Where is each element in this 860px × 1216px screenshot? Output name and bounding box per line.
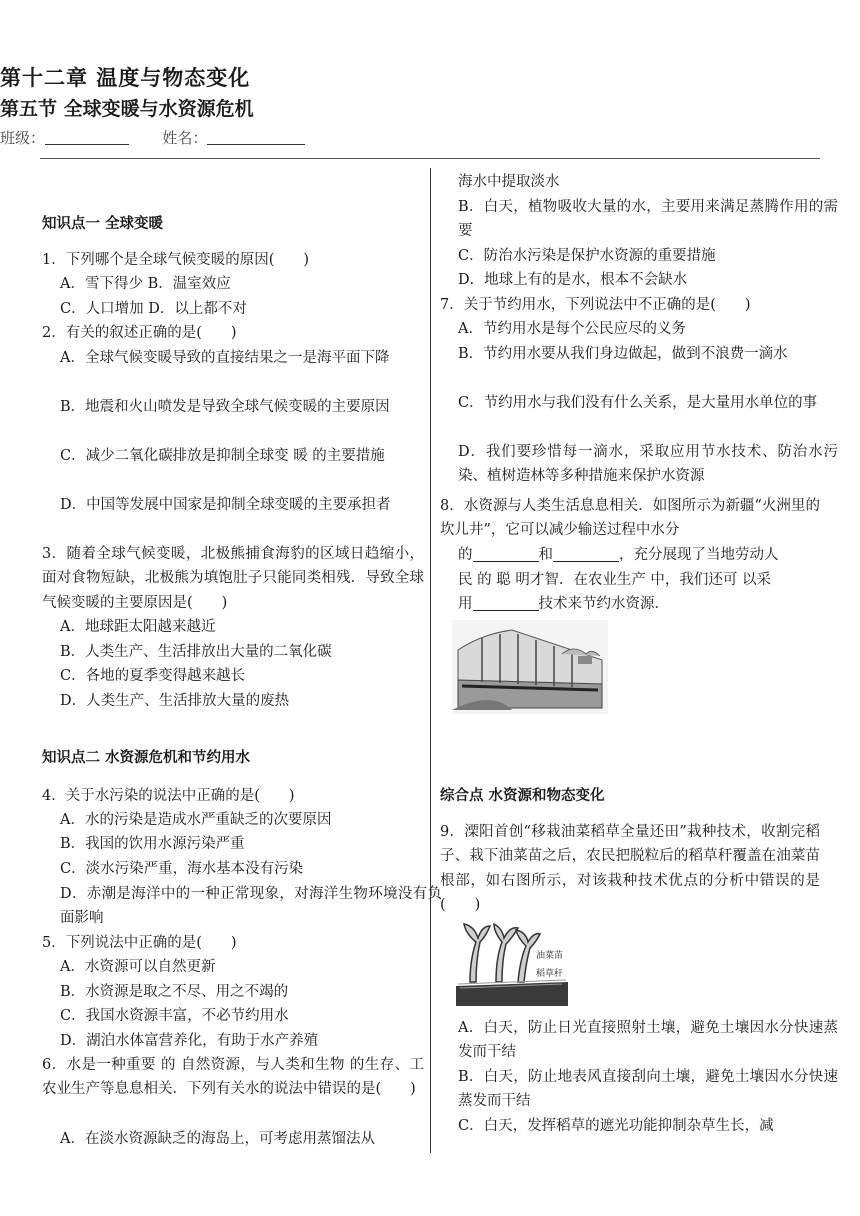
question-6-option-a-continued: 海水中提取淡水	[458, 174, 560, 190]
question-7: 7．关于节约用水，下列说法中不正确的是( )	[440, 297, 751, 313]
question-7-option-c: C．节约用水与我们没有什么关系，是大量用水单位的事	[458, 395, 818, 411]
question-8-text-b: 和	[538, 547, 553, 563]
question-2-option-d: D．中国等发展中国家是抑制全球变暖的主要承担者	[60, 497, 391, 513]
question-3-option-c: C．各地的夏季变得越来越长	[60, 668, 246, 684]
fig9-label-straw: 稻草秆	[536, 969, 564, 979]
question-4-option-b: B．我国的饮用水源污染严重	[60, 836, 245, 852]
question-2: 2．有关的叙述正确的是( )	[42, 325, 237, 341]
question-8-text-d: 用	[458, 596, 473, 612]
question-5-option-a: A．水资源可以自然更新	[60, 959, 216, 975]
class-blank[interactable]	[45, 130, 129, 145]
karez-illustration	[452, 620, 608, 714]
question-8-text-c: ，充分展现了当地劳动人	[619, 547, 779, 563]
answer-blank-3[interactable]	[473, 595, 539, 611]
question-5: 5．下列说法中正确的是( )	[42, 935, 237, 951]
question-9-option-c: C．白天，发挥稻草的遮光功能抑制杂草生长，减	[458, 1118, 774, 1134]
question-2-option-b: B．地震和火山喷发是导致全球气候变暖的主要原因	[60, 399, 390, 415]
question-5-option-c: C．我国水资源丰富，不必节约用水	[60, 1008, 289, 1024]
question-6: 6．水是一种重要 的 自然资源，与人类和生物 的生存、工农业生产等息息相关．下列有关水的说法中错误的是( )	[42, 1057, 424, 1098]
question-2-option-c: C．减少二氧化碳排放是抑制全球变 暖 的主要措施	[60, 448, 385, 464]
question-6-option-c: C．防治水污染是保护水资源的重要措施	[458, 248, 716, 264]
class-name-line	[0, 127, 860, 148]
chapter-title: 第十二章 温度与物态变化	[0, 66, 251, 90]
answer-blank-2[interactable]	[553, 546, 619, 562]
question-4-option-c: C．淡水污染严重，海水基本没有污染	[60, 861, 304, 877]
question-2-option-a: A．全球气候变暖导致的直接结果之一是海平面下降	[60, 350, 390, 366]
knowledge-point-3: 综合点 水资源和物态变化	[440, 788, 605, 804]
answer-blank-1[interactable]	[473, 546, 539, 562]
class-label: 班级：	[0, 129, 46, 147]
question-9-option-a: A．白天，防止日光直接照射土壤，避免土壤因水分快速蒸发而干结	[458, 1020, 838, 1061]
question-5-option-d: D．湖泊水体富营养化，有助于水产养殖	[60, 1033, 319, 1049]
question-7-option-a: A．节约用水是每个公民应尽的义务	[458, 321, 686, 337]
question-1: 1．下列哪个是全球气候变暖的原因( )	[42, 252, 310, 268]
knowledge-point-2: 知识点二 水资源危机和节约用水	[42, 750, 251, 766]
name-label: 姓名：	[162, 129, 208, 147]
question-4-option-d: D．赤潮是海洋中的一种正常现象，对海洋生物环境没有负面影响	[60, 886, 442, 927]
question-9-option-b: B．白天，防止地表风直接刮向土壤，避免土壤因水分快速蒸发而干结	[458, 1069, 838, 1110]
name-blank[interactable]	[207, 130, 305, 145]
question-3: 3．随着全球气候变暖，北极熊捕食海豹的区域日趋缩小，面对食物短缺，北极熊为填饱肚子只能同类相残．导致全球气候变暖的主要原因是( )	[42, 546, 424, 611]
knowledge-point-1: 知识点一 全球变暖	[42, 216, 164, 232]
question-6-option-b: B．白天，植物吸收大量的水，主要用来满足蒸腾作用的需要	[458, 199, 838, 240]
fig9-label-seedling: 油菜苗	[536, 951, 564, 961]
question-8-line-4	[440, 592, 838, 616]
question-8-line-3: 民 的 聪 明才智．在农业生产 中，我们还可 以采	[458, 572, 772, 588]
question-4-option-a: A．水的污染是造成水严重缺乏的次要原因	[60, 812, 332, 828]
rapeseed-straw-illustration	[456, 920, 568, 1006]
question-8-line-2	[440, 543, 838, 567]
section-title: 第五节 全球变暖与水资源危机	[0, 98, 254, 120]
question-3-option-b: B．人类生产、生活排放出大量的二氧化碳	[60, 644, 332, 660]
question-8-text-a: 的	[458, 547, 473, 563]
question-8-text-e: 技术来节约水资源．	[538, 596, 669, 612]
question-1-options-cd: C．人口增加 D．以上都不对	[60, 301, 247, 317]
question-6-option-a: A．在淡水资源缺乏的海岛上，可考虑用蒸馏法从	[60, 1131, 375, 1147]
question-9: 9．溧阳首创“移栽油菜稻草全量还田”栽种技术，收割完稻子、栽下油菜苗之后，农民把脱粒后的稻草秆覆盖在油菜苗根部，如右图所示，对该栽种技术优点的分析中错误的是( )	[440, 824, 820, 914]
header-rule	[40, 158, 820, 159]
question-7-option-d: D．我们要珍惜每一滴水，采取应用节水技术、防治水污染、植树造林等多种措施来保护水资源	[458, 444, 838, 485]
question-1-options-ab: A．雪下得少 B．温室效应	[60, 276, 231, 292]
question-3-option-d: D．人类生产、生活排放大量的废热	[60, 693, 290, 709]
question-7-option-b: B．节约用水要从我们身边做起，做到不浪费一滴水	[458, 346, 788, 362]
question-6-option-d: D．地球上有的是水，根本不会缺水	[458, 272, 688, 288]
question-4: 4．关于水污染的说法中正确的是( )	[42, 788, 295, 804]
question-8-stem: 8．水资源与人类生活息息相关．如图所示为新疆“火洲里的坎儿井”，它可以减少输送过程中水分	[440, 498, 820, 539]
question-3-option-a: A．地球距太阳越来越近	[60, 619, 216, 635]
question-5-option-b: B．水资源是取之不尽、用之不竭的	[60, 984, 289, 1000]
